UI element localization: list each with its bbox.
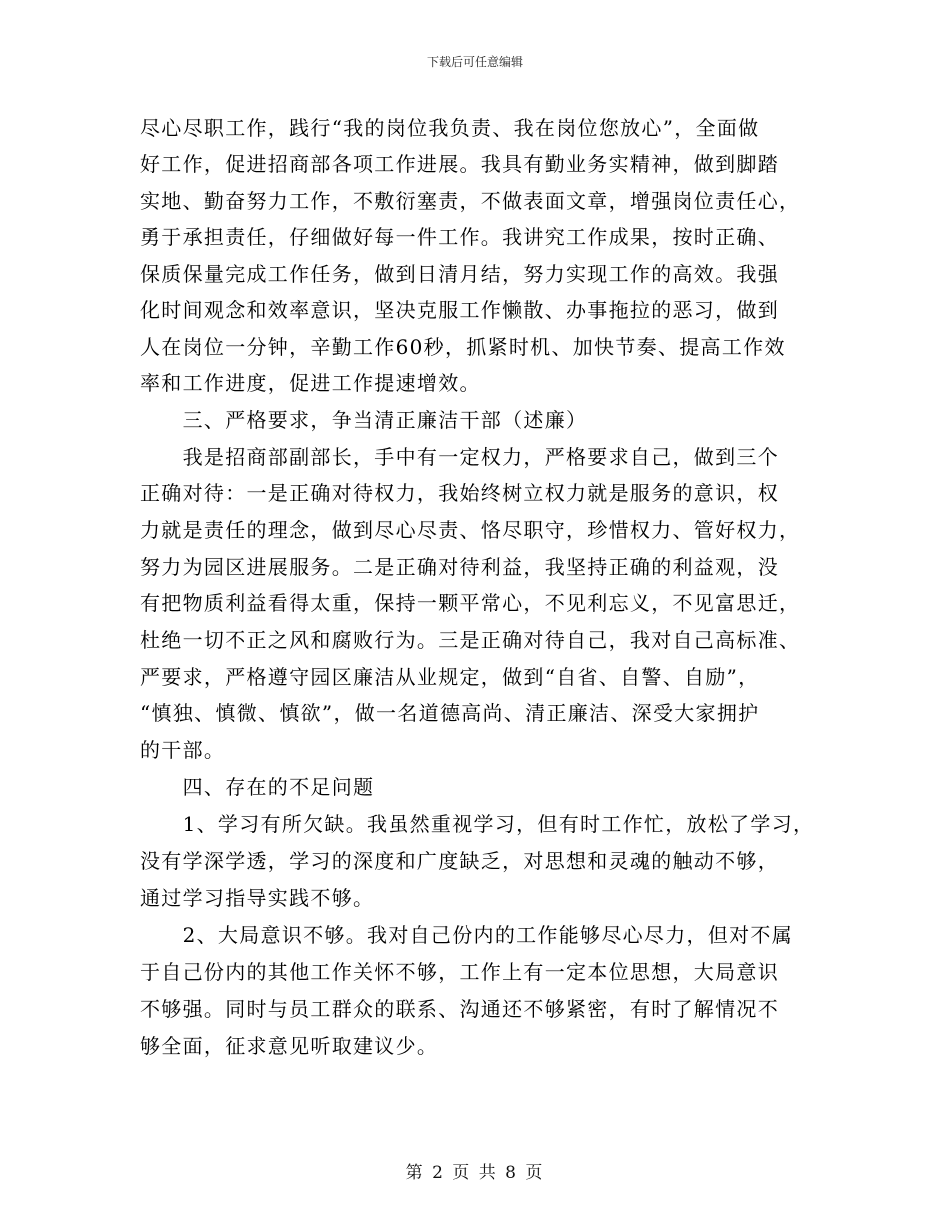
- text-line: 我是招商部副部长，手中有一定权力，严格要求自己，做到三个: [140, 445, 779, 469]
- text-line: 保质保量完成工作任务，做到日清月结，努力实现工作的高效。我强: [140, 262, 779, 286]
- page-header: 下载后可任意编辑: [426, 55, 523, 69]
- text-line: 的干部。: [140, 738, 226, 762]
- text-line: 不够强。同时与员工群众的联系、沟通还不够紧密，有时了解情况不: [140, 997, 779, 1021]
- text-line: 有把物质利益看得太重，保持一颗平常心，不见利忘义，不见富思迁，: [140, 591, 801, 615]
- text-line: 勇于承担责任，仔细做好每一件工作。我讲究工作成果，按时正确、: [140, 225, 779, 249]
- text-line: 够全面，征求意见听取建议少。: [140, 1034, 439, 1058]
- text-line: 杜绝一切不正之风和腐败行为。三是正确对待自己，我对自己高标准、: [140, 628, 801, 652]
- text-line: 正确对待：一是正确对待权力，我始终树立权力就是服务的意识，权: [140, 481, 779, 505]
- text-line: 好工作，促进招商部各项工作进展。我具有勤业务实精神，做到脚踏: [140, 152, 779, 176]
- text-line: 率和工作进度，促进工作提速增效。: [140, 371, 481, 395]
- page-footer: 第 2 页 共 8 页: [405, 1163, 545, 1183]
- text-line: 实地、勤奋努力工作，不敷衍塞责，不做表面文章，增强岗位责任心，: [140, 189, 801, 213]
- text-line: 2、大局意识不够。我对自己份内的工作能够尽心尽力，但对不属: [140, 923, 794, 947]
- text-line: 严要求，严格遵守园区廉洁从业规定，做到“自省、自警、自励”，: [140, 665, 760, 689]
- text-line: 力就是责任的理念，做到尽心尽责、恪尽职守，珍惜权力、管好权力，: [140, 518, 801, 542]
- text-line: 人在岗位一分钟，辛勤工作60秒，抓紧时机、加快节奏、提高工作效: [140, 335, 786, 359]
- text-line: 化时间观念和效率意识，坚决克服工作懒散、办事拖拉的恶习，做到: [140, 298, 779, 322]
- text-line: 于自己份内的其他工作关怀不够，工作上有一定本位思想，大局意识: [140, 960, 779, 984]
- text-line: 努力为园区进展服务。二是正确对待利益，我坚持正确的利益观，没: [140, 555, 779, 579]
- text-line: “慎独、慎微、慎欲”，做一名道德高尚、清正廉洁、深受大家拥护: [140, 701, 760, 725]
- text-line: 尽心尽职工作，践行“我的岗位我负责、我在岗位您放心”，全面做: [140, 116, 760, 140]
- text-line: 通过学习指导实践不够。: [140, 886, 375, 910]
- text-line: 三、严格要求，争当清正廉洁干部（述廉）: [140, 408, 588, 432]
- text-line: 1、学习有所欠缺。我虽然重视学习，但有时工作忙，放松了学习，: [140, 812, 815, 836]
- text-line: 没有学深学透，学习的深度和广度缺乏，对思想和灵魂的触动不够，: [140, 849, 779, 873]
- text-line: 四、存在的不足问题: [140, 775, 375, 799]
